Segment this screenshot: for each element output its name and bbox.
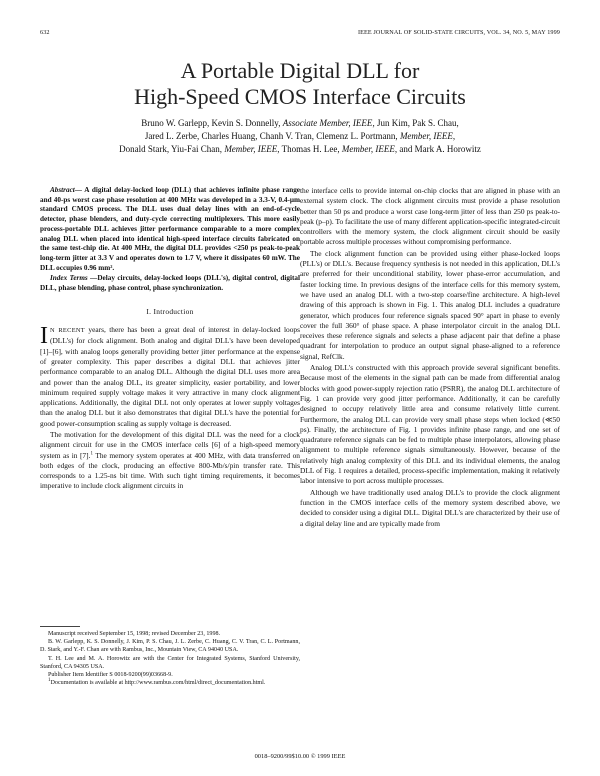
author-names: Jared L. Zerbe, Charles Huang, Chanh V. Tran, Clemenz L. Portmann, [144, 131, 400, 141]
abstract-label: Abstract— [50, 186, 82, 194]
author-membership: Associate Member, IEEE [282, 118, 373, 128]
author-names: Bruno W. Garlepp, Kevin S. Donnelly, [141, 118, 283, 128]
copyright-footer: 0018–9200/99$10.00 © 1999 IEEE [254, 753, 346, 760]
author-names: Donald Stark, Yiu-Fai Chan, [119, 144, 225, 154]
author-names: , Thomas H. Lee, [277, 144, 342, 154]
author-names: , Jun Kim, Pak S. Chau, [372, 118, 459, 128]
author-names: , [452, 131, 456, 141]
abstract [40, 186, 300, 273]
intro-text: years, there has been a great deal of interest in delay-locked loops (DLL's) for clock alignment. Both analog and digital DLL's have been developed [1]–[6], with analog loops generally providing better jitter performance at the expense of greater complexity. This paper describes a digital DLL that achieves jitter performance comparable to an analog DLL. Although the digital DLL uses more area and power than the analog DLL, its greater simplicity, easier portability, and lower minimum required supply voltage makes it very attractive in many clock alignment applications. Additionally, the digital DLL not only operates at lower supply voltages than the analog DLL but it also demonstrates that digital DLL's have the potential for good power-consumption scaling as supply voltage is decreased. [40, 325, 300, 428]
abstract-text: A digital delay-locked loop (DLL) that achieves infinite phase range and 40-ps worst case phase resolution at 400 MHz was developed in a 3.3-V, 0.4-μm standard CMOS process. The DLL uses dual delay lines with an end-of-cycle detector, phase blenders, and duty-cycle correcting multiplexers. This more easily process-portable DLL achieves jitter performance comparable to a more complex analog DLL when placed into identical high-speed interface circuits fabricated on the same test-chip die. At 400 MHz, the digital DLL provides <250 ps peak-to-peak long-term jitter at 3.3 V and operates down to 1.7 V, where it dissipates 60 mW. The DLL occupies 0.96 mm². [40, 186, 300, 272]
paragraph-text: The memory system operates at 400 MHz, with data transferred on both edges of the clock, producing an effective 800-Mb/s/pin transfer rate. This corresponds to a 1.25-ns bit time. With such tight timing requirements, it becomes imperative to include clock alignment circuits in [40, 450, 300, 491]
page-number: 632 [40, 29, 50, 36]
index-terms-text: Delay circuits, delay-locked loops (DLL's), digital control, digital DLL, phase blending, phase control, phase synchronization. [40, 274, 300, 293]
footnote-received: Manuscript received September 15, 1998; revised December 23, 1998. [48, 631, 221, 637]
footnote-marker: 1 [48, 678, 51, 684]
section-heading-introduction: I. Introduction [146, 306, 194, 316]
author-membership: Member, IEEE [341, 144, 395, 154]
author-membership: Member, IEEE [399, 131, 453, 141]
footnote-publisher-id: Publisher Item Identifier S 0018-9200(99)03668-9. [48, 672, 173, 679]
intro-paragraph-2 [40, 430, 300, 492]
left-column [40, 186, 300, 493]
index-terms [40, 274, 300, 293]
right-paragraph-1: the interface cells to provide internal on-chip clocks that are aligned in phase with an external system clock. The clock alignment circuits must provide a phase resolution better than 50 ps and produce a worst case long-term jitter of less than 250 ps peak-to-peak (p–p). To facilitate the use of many different application-specific integrated-circuit controllers with the memory system, the clock alignment circuit should be easily portable across multiple processes without compromising performance. [300, 186, 560, 247]
author-line-3 [40, 143, 560, 156]
drop-cap: I [40, 323, 48, 350]
index-terms-label: Index Terms — [50, 274, 98, 283]
footnote-divider [40, 626, 80, 627]
author-line-1 [40, 117, 560, 130]
author-names: , and Mark A. Horowitz [394, 144, 481, 154]
journal-header: IEEE JOURNAL OF SOLID-STATE CIRCUITS, VOL. 34, NO. 5, MAY 1999 [357, 29, 560, 36]
author-line-2 [40, 130, 560, 143]
running-head [40, 29, 560, 39]
author-membership: Member, IEEE [224, 144, 278, 154]
intro-smallcaps: N RECENT [50, 327, 86, 335]
paragraph-text: The motivation for the development of this digital DLL was the need for a clock alignment circuit for use in the CMOS interface cells [6] of a high-speed memory system as in [7]. [40, 430, 300, 460]
title-line-2: High-Speed CMOS Interface Circuits [134, 84, 466, 109]
author-list [40, 117, 560, 156]
paper-title [0, 58, 600, 110]
footnote-rambus-affiliation: B. W. Garlepp, K. S. Donnelly, J. Kim, P. S. Chau, J. L. Zerbe, C. Huang, C. V. Tran, C. L. Portmann, D. Stark, and Y.-F. Chan are with Rambus, Inc., Mountain View, CA 94040 USA. [40, 639, 300, 654]
right-paragraph-4: Although we have traditionally used analog DLL's to provide the clock alignment function in the CMOS interface cells of the memory system described above, we decided to consider using a digital DLL. Digital DLL's are characterized by their use of a digital delay line and are typically made from [300, 487, 560, 528]
footnote-stanford-affiliation: T. H. Lee and M. A. Horowitz are with the Center for Integrated Systems, Stanford University, Stanford, CA 94305 USA. [40, 655, 300, 670]
footnote-text: Documentation is available at http://www.rambus.com/html/direct_documentation.html. [50, 680, 266, 687]
footnotes [40, 630, 300, 687]
footnote-marker: 1 [90, 451, 93, 457]
right-paragraph-2: The clock alignment function can be provided using either phase-locked loops (PLL's) or DLL's. Because frequency synthesis is not needed in this application, DLL's are preferred for their unconditional stability, lower phase-error accumulation, and faster locking time. In previous designs of the interface cells for this memory system, we have used an analog DLL with a two-step coarse/fine architecture. A high-level drawing of this approach is shown in Fig. 1. This analog DLL includes a quadrature generator, which produces four reference signals spaced 90° apart in phase to evenly cover the full 360° of phase space. A phase interpolator circuit in the analog DLL receives these reference signals and selects a phase adjacent pair that define a phase quadrant for interpolation to produce an output signal phase-aligned to a reference signal, RefClk. [300, 248, 560, 361]
footnote-documentation [40, 679, 300, 687]
title-line-1: A Portable Digital DLL for [180, 58, 420, 83]
right-paragraph-3: Analog DLL's constructed with this approach provide several significant benefits. Because most of the elements in the signal path can be made from differential analog blocks with good power-supply rejection ratio (PSRR), the analog DLL architecture of Fig. 1 can provide very good jitter performance. Additionally, it can be carefully designed to occupy relatively little area and consume relatively little current. Furthermore, the analog DLL can provide very small phase steps when locked (≪50 ps). Finally, the architecture of Fig. 1 provides infinite phase range, and one set of quadrature reference signals can be fed to multiple phase interpolators, allowing phase alignment to multiple reference signals simultaneously. However, because of the relatively high analog complexity of this DLL and its individual elements, the analog DLL of Fig. 1 requires a detailed, process-specific implementation, making it relatively labor intensive to port across multiple processes. [300, 363, 560, 486]
right-column [300, 186, 560, 530]
intro-paragraph-1 [40, 325, 300, 429]
